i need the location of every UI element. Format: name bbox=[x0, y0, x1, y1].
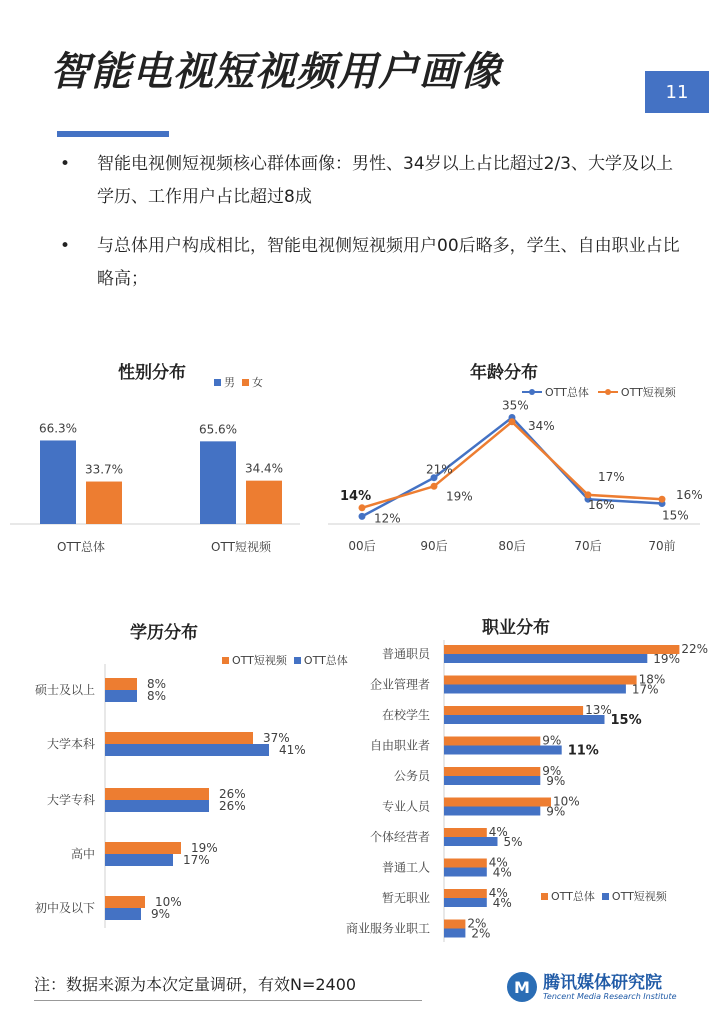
x-tick-label: OTT短视频 bbox=[211, 540, 271, 554]
data-label-blue: 5% bbox=[503, 835, 523, 849]
bar-blue bbox=[444, 929, 465, 938]
point-short bbox=[359, 504, 366, 511]
bar-total bbox=[105, 690, 137, 702]
x-tick-label: 70后 bbox=[574, 539, 602, 553]
legend-label-total: OTT总体 bbox=[545, 386, 589, 399]
bar-short bbox=[105, 678, 137, 690]
legend-label-total: OTT总体 bbox=[303, 654, 348, 667]
page-title: 智能电视短视频用户画像 bbox=[50, 49, 501, 95]
gender-chart-title: 性别分布 bbox=[118, 363, 186, 383]
data-label-short: 26% bbox=[219, 787, 246, 801]
age-chart-title: 年龄分布 bbox=[470, 363, 538, 383]
x-tick-label: 70前 bbox=[648, 539, 676, 553]
point-short bbox=[659, 496, 666, 503]
occupation-chart bbox=[330, 636, 709, 946]
data-label-total: 21% bbox=[426, 462, 453, 477]
x-tick-label: 00后 bbox=[348, 539, 376, 553]
legend-label-male: 男 bbox=[224, 376, 235, 389]
data-label-blue: 4% bbox=[492, 896, 512, 910]
bar-short bbox=[105, 732, 253, 744]
data-label-orange: 4% bbox=[488, 886, 508, 900]
data-label-total: 15% bbox=[662, 508, 689, 523]
y-tick-label: 在校学生 bbox=[381, 708, 430, 722]
data-label-short: 19% bbox=[446, 489, 473, 504]
bar-short bbox=[105, 896, 145, 908]
legend-label-short: OTT短视频 bbox=[232, 654, 287, 667]
legend-line-short bbox=[598, 388, 618, 396]
point-short bbox=[509, 418, 516, 425]
footnote: 注：数据来源为本次定量调研，有效N=2400 bbox=[34, 975, 357, 994]
x-tick-label: 90后 bbox=[420, 539, 448, 553]
legend-label-short: OTT短视频 bbox=[611, 890, 667, 903]
page-number-badge: 11 bbox=[645, 71, 709, 113]
bar-total bbox=[105, 854, 173, 866]
y-tick-label: 商业服务业职工 bbox=[345, 921, 430, 936]
data-label-total: 9% bbox=[151, 907, 171, 921]
bar-orange bbox=[444, 798, 551, 807]
bar-orange bbox=[444, 767, 540, 776]
footnote-divider bbox=[34, 1000, 422, 1001]
logo-mark-icon: M bbox=[507, 972, 537, 1002]
age-chart bbox=[320, 400, 709, 570]
data-label-total: 35% bbox=[502, 400, 529, 413]
bar-female bbox=[246, 481, 282, 524]
bullet-text: 与总体用户构成相比，智能电视侧短视频用户00后略多，学生、自由职业占比略高； bbox=[97, 236, 680, 289]
education-chart-title: 学历分布 bbox=[130, 623, 198, 643]
data-label-total: 8% bbox=[147, 689, 167, 703]
y-tick-label: 企业管理者 bbox=[369, 677, 430, 692]
legend-label-total: OTT总体 bbox=[551, 890, 595, 903]
bar-orange bbox=[444, 706, 583, 715]
logo bbox=[507, 972, 677, 1002]
y-tick-label: 专业人员 bbox=[381, 799, 430, 814]
data-label-total: 16% bbox=[588, 498, 615, 513]
data-label-blue: 2% bbox=[471, 926, 491, 941]
bullet-dot: • bbox=[60, 154, 71, 174]
gender-chart bbox=[0, 400, 310, 570]
line-short bbox=[362, 422, 662, 508]
data-label-total: 12% bbox=[374, 511, 401, 526]
data-label-short: 16% bbox=[676, 488, 703, 503]
data-label-orange: 13% bbox=[585, 703, 612, 717]
bullet-dot: • bbox=[60, 236, 71, 256]
bar-orange bbox=[444, 889, 487, 898]
data-label-short: 10% bbox=[155, 895, 182, 909]
bar-orange bbox=[444, 920, 465, 929]
data-label-male: 65.6% bbox=[198, 422, 238, 437]
y-tick-label: 硕士及以上 bbox=[34, 683, 95, 697]
bar-orange bbox=[444, 676, 637, 685]
legend-swatch-male bbox=[214, 379, 221, 386]
bar-blue bbox=[444, 807, 540, 816]
y-tick-label: 大学专科 bbox=[46, 793, 95, 807]
data-label-total: 41% bbox=[279, 743, 306, 757]
point-total bbox=[359, 513, 366, 520]
y-tick-label: 高中 bbox=[70, 847, 95, 861]
legend-swatch-female bbox=[242, 379, 249, 386]
logo-text bbox=[543, 974, 677, 1001]
data-label-short: 17% bbox=[598, 469, 625, 484]
occupation-chart-title: 职业分布 bbox=[482, 618, 550, 638]
y-tick-label: 公务员 bbox=[393, 769, 430, 783]
data-label-orange: 4% bbox=[488, 855, 508, 870]
data-label-orange: 4% bbox=[488, 825, 508, 839]
bullet-item bbox=[60, 148, 690, 214]
bar-total bbox=[105, 744, 269, 756]
data-label-short: 37% bbox=[263, 731, 290, 745]
y-tick-label: 暂无职业 bbox=[381, 891, 430, 905]
y-tick-label: 普通职员 bbox=[381, 647, 430, 661]
bar-orange bbox=[444, 645, 679, 654]
data-label-orange: 18% bbox=[638, 672, 666, 687]
bar-short bbox=[105, 842, 181, 854]
gender-legend bbox=[214, 374, 263, 390]
line-total bbox=[362, 418, 662, 517]
bar-female bbox=[86, 482, 122, 524]
y-tick-label: 自由职业者 bbox=[369, 738, 430, 753]
bar-blue bbox=[444, 898, 487, 907]
education-chart bbox=[0, 660, 330, 940]
bullet-text: 智能电视侧短视频核心群体画像：男性、34岁以上占比超过2/3、大学及以上学历、工作用户占比超过8成 bbox=[97, 154, 673, 207]
legend-label-short: OTT短视频 bbox=[620, 386, 676, 399]
age-legend bbox=[522, 384, 676, 400]
data-label-total: 17% bbox=[183, 853, 210, 867]
data-label-blue: 19% bbox=[653, 652, 680, 666]
legend-line-total bbox=[522, 388, 542, 396]
data-label-blue: 15% bbox=[610, 713, 642, 728]
bar-short bbox=[105, 788, 209, 800]
logo-name: 腾讯媒体研究院 bbox=[543, 972, 662, 993]
data-label-female: 33.7% bbox=[84, 462, 124, 477]
data-label-blue: 11% bbox=[567, 743, 599, 759]
data-label-short: 19% bbox=[191, 841, 218, 855]
bullet-item bbox=[60, 230, 690, 296]
data-label-short: 14% bbox=[340, 488, 372, 504]
y-tick-label: 普通工人 bbox=[381, 860, 430, 875]
bar-total bbox=[105, 908, 141, 920]
title-underline bbox=[57, 131, 169, 137]
bar-blue bbox=[444, 868, 487, 877]
y-tick-label: 初中及以下 bbox=[34, 901, 95, 915]
data-label-short: 34% bbox=[528, 418, 555, 433]
bar-orange bbox=[444, 828, 487, 837]
bar-male bbox=[200, 441, 236, 524]
data-label-blue: 4% bbox=[492, 865, 512, 880]
bar-orange bbox=[444, 737, 540, 746]
bar-blue bbox=[444, 715, 605, 724]
data-label-orange: 9% bbox=[542, 764, 562, 778]
point-short bbox=[431, 483, 438, 490]
x-tick-label: OTT总体 bbox=[57, 540, 105, 554]
data-label-orange: 9% bbox=[542, 733, 562, 748]
bar-orange bbox=[444, 859, 487, 868]
bar-blue bbox=[444, 776, 540, 785]
data-label-orange: 22% bbox=[681, 642, 709, 656]
y-tick-label: 个体经营者 bbox=[369, 830, 430, 844]
data-label-female: 34.4% bbox=[244, 461, 284, 476]
y-tick-label: 大学本科 bbox=[46, 737, 95, 751]
logo-subtitle: Tencent Media Research Institute bbox=[543, 991, 677, 1001]
data-label-blue: 17% bbox=[631, 682, 659, 697]
bar-total bbox=[105, 800, 209, 812]
data-label-short: 8% bbox=[147, 677, 167, 691]
bar-blue bbox=[444, 685, 626, 694]
bar-blue bbox=[444, 654, 647, 663]
data-label-orange: 10% bbox=[553, 794, 580, 809]
data-label-blue: 9% bbox=[546, 804, 566, 819]
data-label-blue: 9% bbox=[546, 774, 566, 788]
legend-label-female: 女 bbox=[252, 376, 263, 389]
data-label-total: 26% bbox=[219, 799, 246, 813]
data-label-male: 66.3% bbox=[38, 421, 78, 436]
data-label-orange: 2% bbox=[467, 916, 487, 931]
x-tick-label: 80后 bbox=[498, 539, 526, 553]
bar-male bbox=[40, 440, 76, 524]
